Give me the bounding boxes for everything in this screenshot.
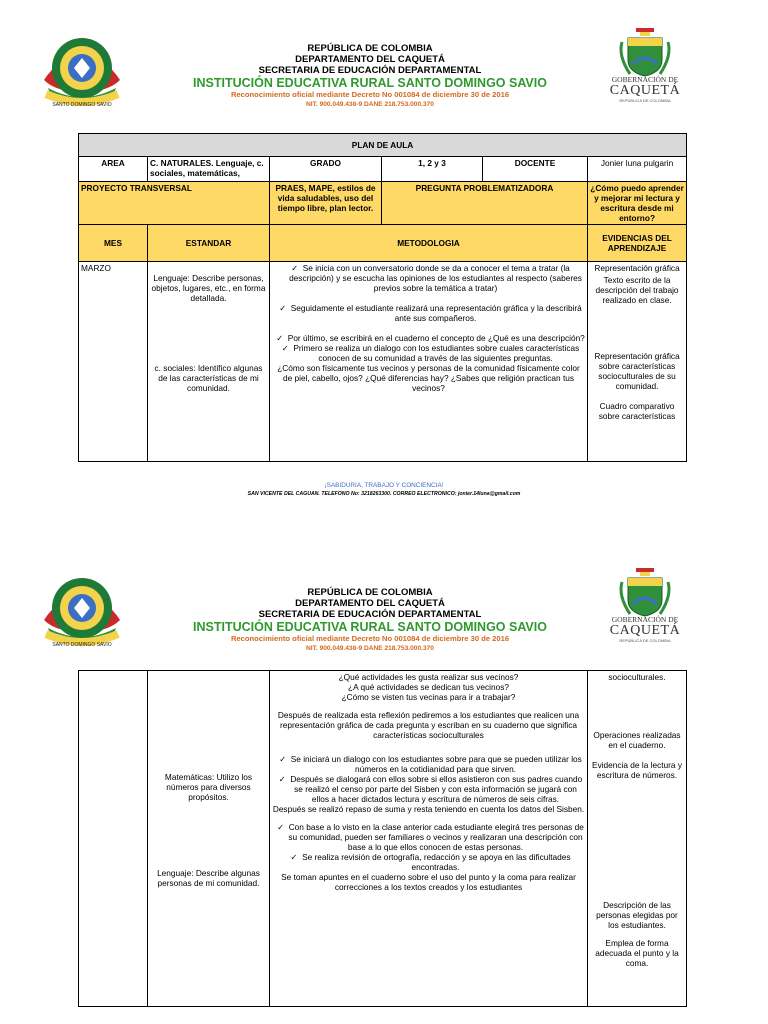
department-line: DEPARTAMENTO DEL CAQUETÁ <box>295 54 445 65</box>
evidencia-item: Emplea de forma adecuada el punto y la coma. <box>595 938 679 968</box>
letterhead <box>190 587 550 654</box>
republica-line: REPÚBLICA DE COLOMBIA <box>619 98 671 103</box>
gobernacion-line: GOBERNACIÓN DE <box>611 75 679 84</box>
grado-value: 1, 2 y 3 <box>382 157 483 182</box>
check-icon: ✓ <box>277 822 285 832</box>
metodologia-paragraph: Se toman apuntes en el cuaderno sobre el uso del punto y la coma para realizar correcciones a los textos creados y los estudiantes <box>281 872 576 892</box>
gobernacion-wordmark <box>600 616 690 643</box>
metodologia-cell <box>270 671 588 1007</box>
estandar-cell <box>148 671 270 1007</box>
evidencia-item: Evidencia de la lectura y escritura de números. <box>592 760 682 780</box>
footer-address: SAN VICENTE DEL CAGUAN. TELEFONO No: 3218263300. CORREO ELECTRONICO: jonier.14luna@gmail.com <box>247 491 521 497</box>
evidencia-item: Operaciones realizadas en el cuaderno. <box>593 730 681 750</box>
caqueta-line: CAQUETÁ <box>609 83 681 98</box>
metodologia-item: ✓ Se realiza revisión de ortografía, redacción y se apoya en las dificultades encontradas. <box>290 852 571 872</box>
docente-value: Jonier luna pulgarin <box>588 157 687 182</box>
metodologia-paragraph: Después de realizada esta reflexión pediremos a los estudiantes que realicen una representación gráfica de cada pregunta y escriban en su cuaderno que significa características socioculturales <box>277 710 580 740</box>
proyecto-value: PRAES, MAPE, estilos de vida saludables, uso del tiempo libre, plan lector. <box>270 182 382 225</box>
nit-dane-line: NIT. 900.049.438-9 DANE 218.753.000.370 <box>306 101 434 108</box>
mes-value: MARZO <box>81 263 111 273</box>
evidencias-cell <box>588 671 687 1007</box>
metodologia-item: ✓ Con base a lo visto en la clase anterior cada estudiante elegirá tres personas de su comunidad, pueden ser familiares o vecinos y realizaran una descripción con base a lo que ellos conocen de estas personas. <box>277 822 584 852</box>
institution-name: INSTITUCIÓN EDUCATIVA RURAL SANTO DOMINGO SAVIO <box>193 76 547 90</box>
caqueta-line: CAQUETÁ <box>609 623 681 638</box>
mes-cell <box>79 671 148 1007</box>
check-icon: ✓ <box>281 343 289 353</box>
col-estandar: ESTANDAR <box>148 225 270 262</box>
check-icon: ✓ <box>276 333 284 343</box>
pregunta-value: ¿Cómo puedo aprender y mejorar mi lectura y escritura desde mi entorno? <box>588 182 687 225</box>
evidencia-item: socioculturales. <box>608 672 666 682</box>
republica-line: REPÚBLICA DE COLOMBIA <box>619 638 671 643</box>
area-label: AREA <box>79 157 148 182</box>
pregunta-label: PREGUNTA PROBLEMATIZADORA <box>382 182 588 225</box>
svg-text:SANTO DOMINGO SAVIO: SANTO DOMINGO SAVIO <box>52 642 112 648</box>
evidencia-item: Representación gráfica <box>594 263 680 273</box>
check-icon: ✓ <box>290 852 298 862</box>
metodologia-item: ✓ Por último, se escribirá en el cuaderno el concepto de ¿Qué es una descripción? <box>276 333 585 343</box>
proyecto-label: PROYECTO TRANSVERSAL <box>79 182 270 225</box>
evidencia-item: Cuadro comparativo sobre características <box>598 401 676 421</box>
nit-dane-line: NIT. 900.049.438-9 DANE 218.753.000.370 <box>306 645 434 652</box>
col-mes: MES <box>79 225 148 262</box>
check-icon: ✓ <box>279 303 287 313</box>
secretariat-line: SECRETARIA DE EDUCACIÓN DEPARTAMENTAL <box>258 609 482 620</box>
estandar-sociales: c. sociales: Identifico algunas de las características de mi comunidad. <box>154 363 263 393</box>
estandar-lenguaje: Lenguaje: Describe personas, objetos, lugares, etc., en forma detallada. <box>151 273 266 303</box>
institution-name: INSTITUCIÓN EDUCATIVA RURAL SANTO DOMINGO SAVIO <box>193 620 547 634</box>
school-logo-icon <box>38 568 126 656</box>
col-evidencias: EVIDENCIAS DEL APRENDIZAJE <box>588 225 687 262</box>
check-icon: ✓ <box>291 263 299 273</box>
metodologia-item: ✓ Seguidamente el estudiante realizará una representación gráfica y la describirá ante sus compañeros. <box>279 303 582 323</box>
evidencia-item: Texto escrito de la descripción del trabajo realizado en clase. <box>595 275 679 305</box>
plan-de-aula-table-continued <box>78 670 687 1007</box>
metodologia-questions: ¿Cómo son físicamente tus vecinos y personas de la comunidad físicamente color de piel, cabello, ojos? ¿Qué diferencias hay? ¿Sabes que religión practican tus vecinos? <box>277 363 580 393</box>
table-title: PLAN DE AULA <box>79 134 687 157</box>
docente-label: DOCENTE <box>483 157 588 182</box>
metodologia-paragraph: Después se realizó repaso de suma y resta teniendo en cuenta los datos del Sisben. <box>272 804 585 814</box>
estandar-matematicas: Matemáticas: Utilizo los números para diversos propósitos. <box>164 772 253 802</box>
metodologia-question: ¿Cómo se visten tus vecinas para ir a trabajar? <box>341 692 516 702</box>
estandar-lenguaje: Lenguaje: Describe algunas personas de mi comunidad. <box>157 868 260 888</box>
recognition-line: Reconocimiento oficial mediante Decreto No 001084 de diciembre 30 de 2016 <box>230 90 510 99</box>
check-icon: ✓ <box>279 754 287 764</box>
metodologia-question: ¿Qué actividades les gusta realizar sus vecinos? <box>338 672 519 682</box>
country-line: REPÚBLICA DE COLOMBIA <box>307 43 433 54</box>
svg-text:SANTO DOMINGO SAVIO: SANTO DOMINGO SAVIO <box>52 102 112 108</box>
col-metodologia: METODOLOGIA <box>270 225 588 262</box>
gobernacion-line: GOBERNACIÓN DE <box>611 615 679 624</box>
footer-motto: ¡SABIDURIA, TRABAJO Y CONCIENCIA! <box>324 482 444 489</box>
metodologia-item: ✓ Se iniciará un dialogo con los estudiantes sobre para que se pueden utilizar los números en la cotidianidad para que sirven. <box>279 754 582 774</box>
metodologia-item: ✓ Después se dialogará con ellos sobre si ellos asistieron con sus padres cuando se realizó el censo por parte del Sisben y con esta información se jugará con ellos a hacer dictados lectura y escritura de números de seis cifras. <box>278 774 583 804</box>
metodologia-item: ✓ Primero se realiza un dialogo con los estudiantes sobre cuales características conocen de su comunidad a través de las siguientes preguntas. <box>281 343 580 363</box>
evidencia-item: Descripción de las personas elegidas por los estudiantes. <box>596 900 678 930</box>
area-value: C. NATURALES. Lenguaje, c. sociales, matemáticas, <box>148 157 270 182</box>
grado-label: GRADO <box>270 157 382 182</box>
secretariat-line: SECRETARIA DE EDUCACIÓN DEPARTAMENTAL <box>258 65 482 76</box>
evidencia-item: Representación gráfica sobre características socioculturales de su comunidad. <box>594 351 680 391</box>
department-line: DEPARTAMENTO DEL CAQUETÁ <box>295 598 445 609</box>
recognition-line: Reconocimiento oficial mediante Decreto No 001084 de diciembre 30 de 2016 <box>230 634 510 643</box>
metodologia-item: ✓ Se inicia con un conversatorio donde se da a conocer el tema a tratar (la descripción) y se escucha las opiniones de los estudiantes al respecto (saberes previos sobre la temática a tratar) <box>289 263 582 293</box>
check-icon: ✓ <box>278 774 286 784</box>
metodologia-question: ¿A qué actividades se dedican tus vecinos? <box>348 682 509 692</box>
country-line: REPÚBLICA DE COLOMBIA <box>307 587 433 598</box>
